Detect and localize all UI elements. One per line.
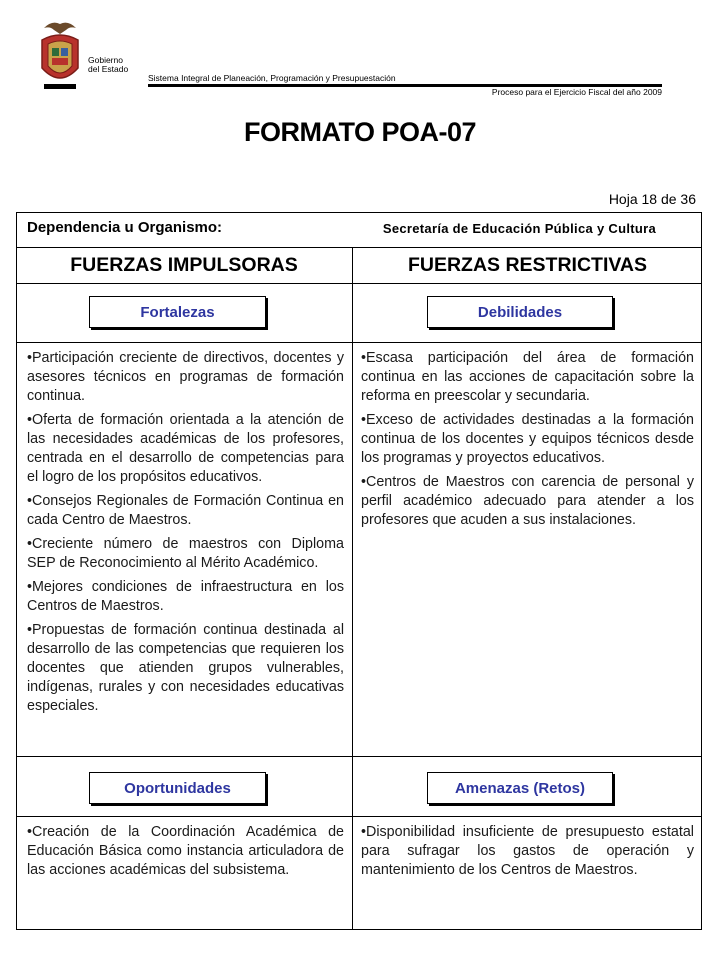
list-item: • Propuestas de formación continua destinada al desarrollo de las competencias que requieren los docentes que atienden grupos vulnerables, indígenas, rurales y con necesidades educativas especiales.: [27, 621, 344, 716]
oportunidades-cell: [27, 823, 344, 885]
row-divider: [16, 756, 702, 757]
debilidades-label: Debilidades: [427, 296, 613, 328]
fortalezas-label: Fortalezas: [89, 296, 266, 328]
amenazas-cell: [361, 823, 694, 885]
state-seal-logo: [38, 18, 82, 94]
sistema-label: Sistema Integral de Planeación, Programación y Presupuestación: [148, 73, 396, 83]
list-item: • Consejos Regionales de Formación Continua en cada Centro de Maestros.: [27, 492, 344, 530]
fuerzas-restrictivas-heading: FUERZAS RESTRICTIVAS: [407, 254, 648, 276]
list-item: • Disponibilidad insuficiente de presupuesto estatal para sufragar los gastos de operación y mantenimiento de los Centros de Maestros.: [361, 823, 694, 880]
dependencia-label: Dependencia u Organismo:: [27, 219, 223, 236]
dependencia-value: Secretaría de Educación Pública y Cultura: [382, 221, 656, 236]
fuerzas-impulsoras-heading: FUERZAS IMPULSORAS: [70, 254, 298, 276]
page-counter: Hoja 18 de 36: [608, 191, 696, 207]
list-item: • Mejores condiciones de infraestructura en los Centros de Maestros.: [27, 578, 344, 616]
gobierno-line1: Gobierno: [88, 55, 123, 65]
gobierno-label: [88, 56, 128, 74]
list-item: • Centros de Maestros con carencia de personal y perfil académico adecuado para atender a los profesores que acuden a sus instalaciones.: [361, 473, 694, 530]
oportunidades-label: Oportunidades: [89, 772, 266, 804]
fortalezas-cell: [27, 349, 344, 721]
list-item: • Creciente número de maestros con Diploma SEP de Reconocimiento al Mérito Académico.: [27, 535, 344, 573]
column-divider: [352, 247, 353, 930]
page-title: FORMATO POA-07: [243, 117, 477, 147]
list-item: • Creación de la Coordinación Académica de Educación Básica como instancia articuladora de las acciones académicas del subsistema.: [27, 823, 344, 880]
list-item: • Exceso de actividades destinadas a la formación continua de los docentes y equipos técnicos desde los programas y proyectos educativos.: [361, 411, 694, 468]
row-divider: [16, 816, 702, 817]
amenazas-label: Amenazas (Retos): [427, 772, 613, 804]
list-item: • Oferta de formación orientada a la atención de las necesidades académicas de los profesores, centrada en el desarrollo de competencias para el logro de los propósitos educativos.: [27, 411, 344, 487]
list-item: • Participación creciente de directivos, docentes y asesores técnicos en programas de formación continua.: [27, 349, 344, 406]
debilidades-cell: [361, 349, 694, 535]
row-divider: [16, 283, 702, 284]
list-item: • Escasa participación del área de formación continua en las acciones de capacitación sobre la reforma en preescolar y secundaria.: [361, 349, 694, 406]
row-divider: [16, 342, 702, 343]
gobierno-line2: del Estado: [88, 64, 129, 74]
proceso-label: Proceso para el Ejercicio Fiscal del año 2009: [491, 87, 662, 97]
